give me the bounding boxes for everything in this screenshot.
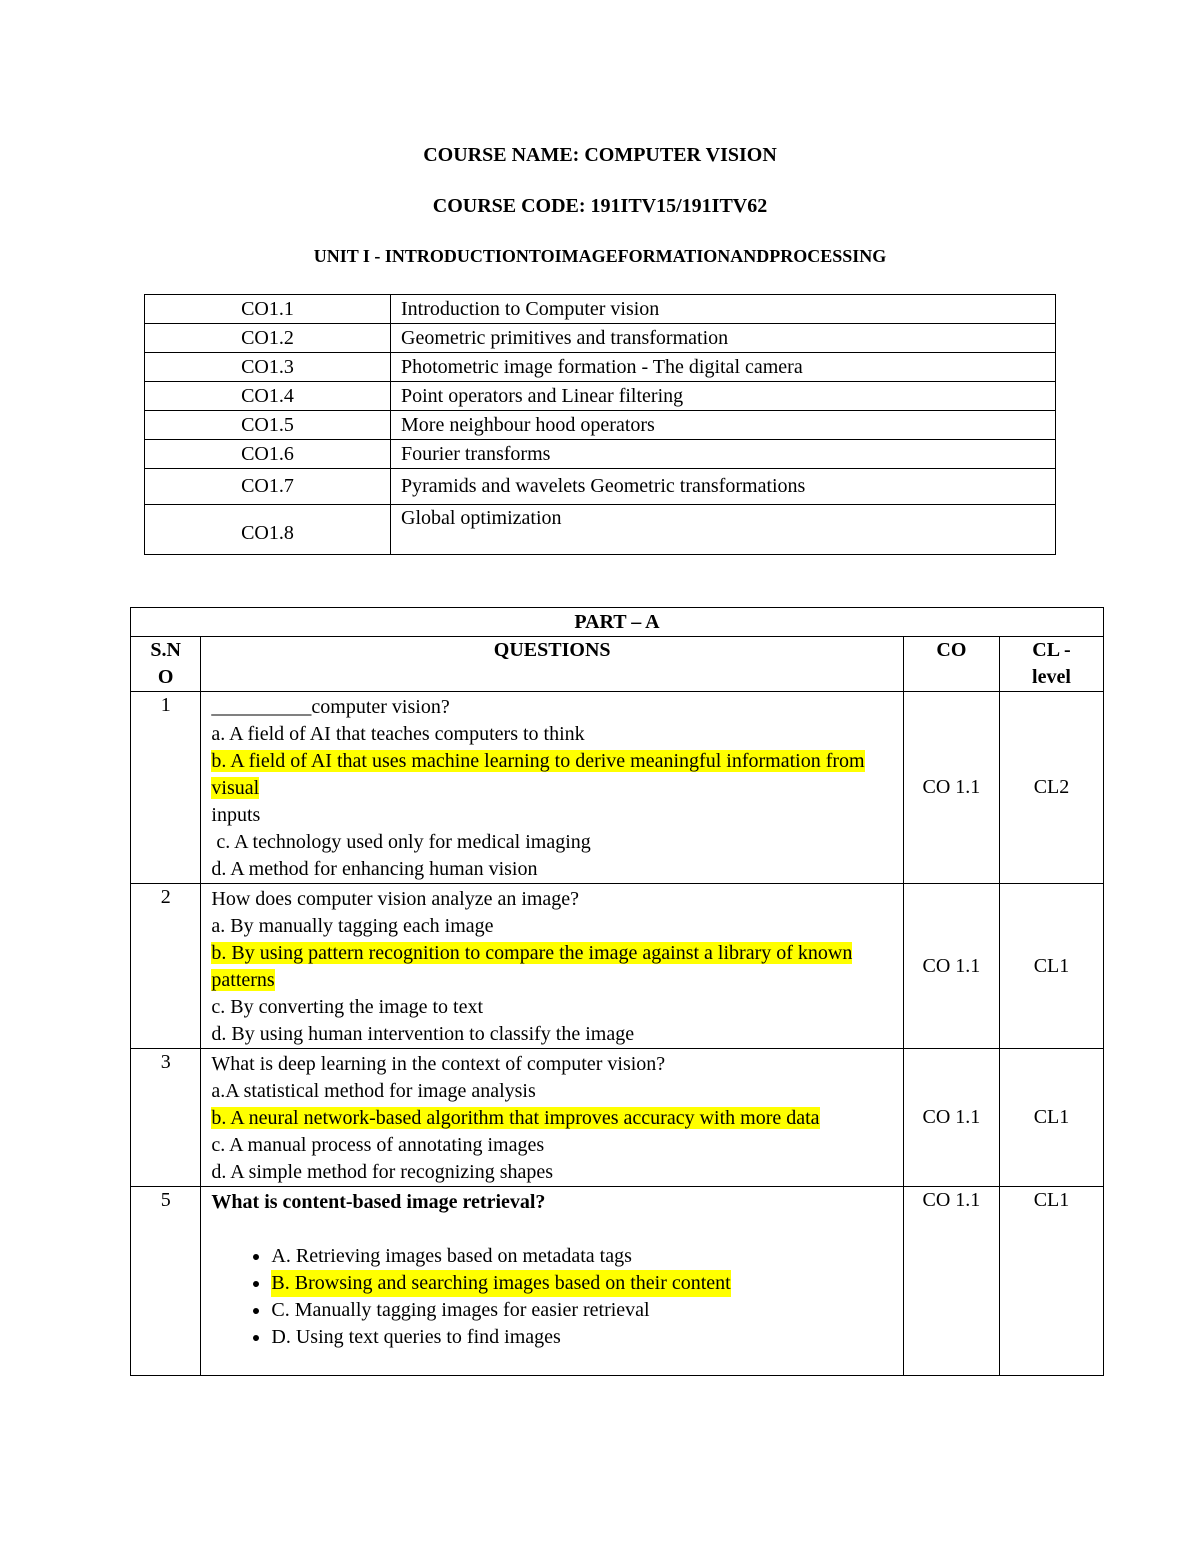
co-row — [145, 353, 1056, 382]
option-b-answer — [271, 1270, 730, 1297]
co-row — [145, 505, 1056, 555]
part-a-questions-table — [130, 607, 1104, 1376]
option-b-answer — [211, 1105, 893, 1132]
cl-value: CL1 — [999, 1187, 1103, 1376]
question-cell — [201, 884, 904, 1049]
co-value: CO 1.1 — [903, 1187, 999, 1376]
question-text: __________computer vision? — [211, 696, 450, 718]
course-name-heading: COURSE NAME: COMPUTER VISION — [423, 144, 777, 166]
co-description: Point operators and Linear filtering — [391, 382, 1056, 411]
question-row — [131, 1187, 1104, 1376]
question-cell — [201, 692, 904, 884]
cl-value: CL1 — [999, 884, 1103, 1049]
option-text: A. Retrieving images based on metadata tags — [271, 1245, 632, 1267]
option-d: d. By using human intervention to classify the image — [211, 1023, 635, 1045]
sno-header: S.N O — [131, 637, 201, 692]
option-a: a.A statistical method for image analysis — [211, 1080, 536, 1102]
co-code: CO1.4 — [145, 382, 391, 411]
co-row — [145, 382, 1056, 411]
co-code: CO1.5 — [145, 411, 391, 440]
unit-heading: UNIT I - INTRODUCTIONTOIMAGEFORMATIONANDPROCESSING — [313, 246, 887, 266]
co-code: CO1.8 — [145, 505, 391, 555]
course-outcomes-table — [144, 294, 1056, 555]
option-d — [271, 1324, 893, 1351]
question-number: 1 — [131, 692, 201, 884]
co-description: Global optimization — [391, 505, 1056, 555]
co-row — [145, 411, 1056, 440]
co-code: CO1.2 — [145, 324, 391, 353]
co-row — [145, 324, 1056, 353]
co-value: CO 1.1 — [903, 1049, 999, 1187]
questions-header: QUESTIONS — [201, 637, 904, 692]
co-description: Geometric primitives and transformation — [391, 324, 1056, 353]
cl-value: CL1 — [999, 1049, 1103, 1187]
option-text: C. Manually tagging images for easier retrieval — [271, 1299, 650, 1321]
co-value: CO 1.1 — [903, 692, 999, 884]
co-description: More neighbour hood operators — [391, 411, 1056, 440]
co-code: CO1.7 — [145, 469, 391, 505]
co-row — [145, 295, 1056, 324]
question-cell — [201, 1049, 904, 1187]
option-a: a. By manually tagging each image — [211, 915, 494, 937]
question-number: 2 — [131, 884, 201, 1049]
option-c: c. By converting the image to text — [211, 996, 483, 1018]
question-text: How does computer vision analyze an image? — [211, 888, 580, 910]
options-list — [211, 1243, 893, 1351]
question-text: What is deep learning in the context of computer vision? — [211, 1053, 666, 1075]
option-text: D. Using text queries to find images — [271, 1326, 561, 1348]
co-code: CO1.6 — [145, 440, 391, 469]
option-c: c. A manual process of annotating images — [211, 1134, 545, 1156]
question-number: 3 — [131, 1049, 201, 1187]
option-a: a. A field of AI that teaches computers to think — [211, 723, 585, 745]
question-cell — [201, 1187, 904, 1376]
co-description: Introduction to Computer vision — [391, 295, 1056, 324]
answer-highlight: B. Browsing and searching images based on their content — [271, 1272, 731, 1294]
option-c: c. A technology used only for medical imaging — [211, 831, 591, 853]
cl-level-header: CL - level — [999, 637, 1103, 692]
option-b-continuation: inputs — [211, 804, 261, 826]
question-number: 5 — [131, 1187, 201, 1376]
question-row — [131, 1049, 1104, 1187]
co-description: Pyramids and wavelets Geometric transformations — [391, 469, 1056, 505]
co-code: CO1.3 — [145, 353, 391, 382]
question-text: What is content-based image retrieval? — [211, 1191, 546, 1213]
option-c — [271, 1297, 893, 1324]
header-row — [131, 637, 1104, 692]
cl-value: CL2 — [999, 692, 1103, 884]
option-b-answer — [211, 748, 893, 802]
co-header: CO — [903, 637, 999, 692]
answer-highlight: b. A field of AI that uses machine learning to derive meaningful information from visual — [211, 750, 865, 799]
answer-highlight: b. A neural network-based algorithm that improves accuracy with more data — [211, 1107, 820, 1129]
co-description: Fourier transforms — [391, 440, 1056, 469]
option-b-answer — [211, 940, 893, 994]
option-d: d. A simple method for recognizing shapes — [211, 1161, 554, 1183]
co-row — [145, 469, 1056, 505]
co-description: Photometric image formation - The digital camera — [391, 353, 1056, 382]
option-d: d. A method for enhancing human vision — [211, 858, 538, 880]
course-code-heading: COURSE CODE: 191ITV15/191ITV62 — [432, 195, 768, 217]
co-row — [145, 440, 1056, 469]
co-code: CO1.1 — [145, 295, 391, 324]
answer-highlight: b. By using pattern recognition to compare the image against a library of known patterns — [211, 942, 853, 991]
option-a — [271, 1243, 893, 1270]
part-title: PART – A — [131, 608, 1104, 637]
question-row — [131, 692, 1104, 884]
part-title-row — [131, 608, 1104, 637]
question-row — [131, 884, 1104, 1049]
co-value: CO 1.1 — [903, 884, 999, 1049]
